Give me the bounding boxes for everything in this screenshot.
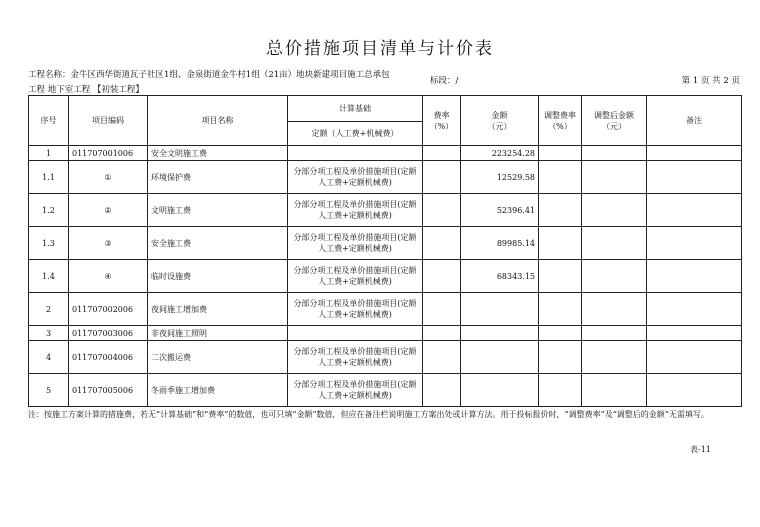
cell-adj-rate [539, 227, 582, 260]
cell-code: ② [69, 194, 148, 227]
cell-basis: 分部分项工程及单价措施项目(定额人工费+定额机械费) [288, 260, 423, 293]
table-row [29, 374, 742, 407]
table-row [29, 341, 742, 374]
cell-seq: 3 [29, 326, 69, 341]
cell-adj-amount [582, 161, 647, 194]
cell-adj-rate [539, 293, 582, 326]
project-name [28, 68, 428, 98]
cell-amount: 52396.41 [461, 194, 539, 227]
header-seq: 序号 [29, 96, 69, 146]
cell-basis: 分部分项工程及单价措施项目(定额人工费+定额机械费) [288, 293, 423, 326]
header-rate [423, 96, 461, 146]
project-name-line2: 工程 地下室工程 【初装工程】 [28, 85, 144, 95]
header-adj-rate [539, 96, 582, 146]
cell-remark [647, 161, 742, 194]
cell-remark [647, 194, 742, 227]
cell-adj-rate [539, 374, 582, 407]
cell-name: 临时设施费 [148, 260, 288, 293]
cell-adj-amount [582, 326, 647, 341]
cell-seq: 1.3 [29, 227, 69, 260]
cell-rate [423, 374, 461, 407]
header-remark: 备注 [647, 96, 742, 146]
cell-name: 夜间施工增加费 [148, 293, 288, 326]
table-row [29, 326, 742, 341]
table-row [29, 227, 742, 260]
cell-amount [461, 326, 539, 341]
cell-adj-rate [539, 194, 582, 227]
cell-seq: 1.2 [29, 194, 69, 227]
table-row [29, 194, 742, 227]
cell-adj-rate [539, 326, 582, 341]
header-amount-unit: （元） [487, 121, 512, 131]
cell-code: 011707002006 [69, 293, 148, 326]
cell-rate [423, 161, 461, 194]
cell-adj-rate [539, 260, 582, 293]
cell-name: 非夜间施工照明 [148, 326, 288, 341]
header-adj-amount-unit: （元） [602, 121, 626, 131]
page-title: 总价措施项目清单与计价表 [266, 39, 494, 59]
cell-remark [647, 260, 742, 293]
cell-seq: 1.1 [29, 161, 69, 194]
header-name: 项目名称 [148, 96, 288, 146]
cell-adj-amount [582, 341, 647, 374]
cell-code: ④ [69, 260, 148, 293]
cell-seq: 1 [29, 146, 69, 161]
cell-adj-amount [582, 293, 647, 326]
cell-seq: 5 [29, 374, 69, 407]
cell-seq: 4 [29, 341, 69, 374]
cell-adj-amount [582, 146, 647, 161]
cell-rate [423, 326, 461, 341]
cell-adj-amount [582, 227, 647, 260]
cell-adj-amount [582, 374, 647, 407]
cell-amount [461, 293, 539, 326]
header-basis-sub: 定额（人工费+机械费） [288, 122, 423, 146]
header-adj-amount-label: 调整后金额 [594, 110, 634, 120]
cell-remark [647, 341, 742, 374]
cell-rate [423, 293, 461, 326]
cell-rate [423, 227, 461, 260]
cell-amount: 68343.15 [461, 260, 539, 293]
header-adj-rate-label: 调整费率 [544, 110, 576, 120]
table-row [29, 161, 742, 194]
cell-code: 011707004006 [69, 341, 148, 374]
cell-code: 011707005006 [69, 374, 148, 407]
cell-remark [647, 293, 742, 326]
cell-name: 文明施工费 [148, 194, 288, 227]
cell-name: 安全施工费 [148, 227, 288, 260]
cell-basis: 分部分项工程及单价措施项目(定额人工费+定额机械费) [288, 374, 423, 407]
cell-rate [423, 341, 461, 374]
cell-rate [423, 146, 461, 161]
header-code: 项目编码 [69, 96, 148, 146]
cell-amount: 12529.58 [461, 161, 539, 194]
cell-adj-amount [582, 260, 647, 293]
project-name-line1: 工程名称：金牛区西华街道瓦子社区1组、金泉街道金牛村1组（21亩）地块新建项目施工总承包 [28, 70, 390, 80]
header-adj-rate-unit: （%） [548, 121, 572, 131]
cell-remark [647, 227, 742, 260]
cell-name: 二次搬运费 [148, 341, 288, 374]
section-label: 标段：/ [430, 76, 459, 86]
cell-amount [461, 374, 539, 407]
cell-remark [647, 374, 742, 407]
cell-basis: 分部分项工程及单价措施项目(定额人工费+定额机械费) [288, 227, 423, 260]
table-number: 表-11 [690, 445, 711, 454]
header-amount-label: 金额 [491, 110, 508, 120]
cell-name: 环境保护费 [148, 161, 288, 194]
cell-adj-rate [539, 341, 582, 374]
table-row [29, 260, 742, 293]
header-adj-amount [582, 96, 647, 146]
footnote: 注：按施工方案计算的措施费，若无“计算基础”和“费率”的数值，也可只填“金额”数值，但应在备注栏说明施工方案出处或计算方法。用于投标报价时，“调整费率”及“调整后的金额”无需填写。 [28, 410, 709, 419]
cell-code: ① [69, 161, 148, 194]
cell-adj-rate [539, 146, 582, 161]
cell-code: ③ [69, 227, 148, 260]
cell-basis [288, 326, 423, 341]
cell-rate [423, 260, 461, 293]
header-rate-label: 费率 [433, 110, 450, 120]
cell-remark [647, 326, 742, 341]
cell-adj-rate [539, 161, 582, 194]
cell-basis [288, 146, 423, 161]
header-basis: 计算基础 [288, 96, 423, 122]
page-info: 第 1 页 共 2 页 [681, 76, 740, 86]
header-rate-unit: （%） [429, 121, 454, 131]
cell-code: 011707003006 [69, 326, 148, 341]
cell-name: 安全文明施工费 [148, 146, 288, 161]
header-amount [461, 96, 539, 146]
table-row [29, 146, 742, 161]
cell-code: 011707001006 [69, 146, 148, 161]
cell-basis: 分部分项工程及单价措施项目(定额人工费+定额机械费) [288, 341, 423, 374]
cell-seq: 1.4 [29, 260, 69, 293]
measures-table [28, 95, 742, 407]
cell-seq: 2 [29, 293, 69, 326]
table-row [29, 293, 742, 326]
cell-rate [423, 194, 461, 227]
cell-amount: 223254.28 [461, 146, 539, 161]
cell-remark [647, 146, 742, 161]
cell-amount: 89985.14 [461, 227, 539, 260]
cell-basis: 分部分项工程及单价措施项目(定额人工费+定额机械费) [288, 194, 423, 227]
cell-basis: 分部分项工程及单价措施项目(定额人工费+定额机械费) [288, 161, 423, 194]
cell-name: 冬雨季施工增加费 [148, 374, 288, 407]
cell-amount [461, 341, 539, 374]
cell-adj-amount [582, 194, 647, 227]
